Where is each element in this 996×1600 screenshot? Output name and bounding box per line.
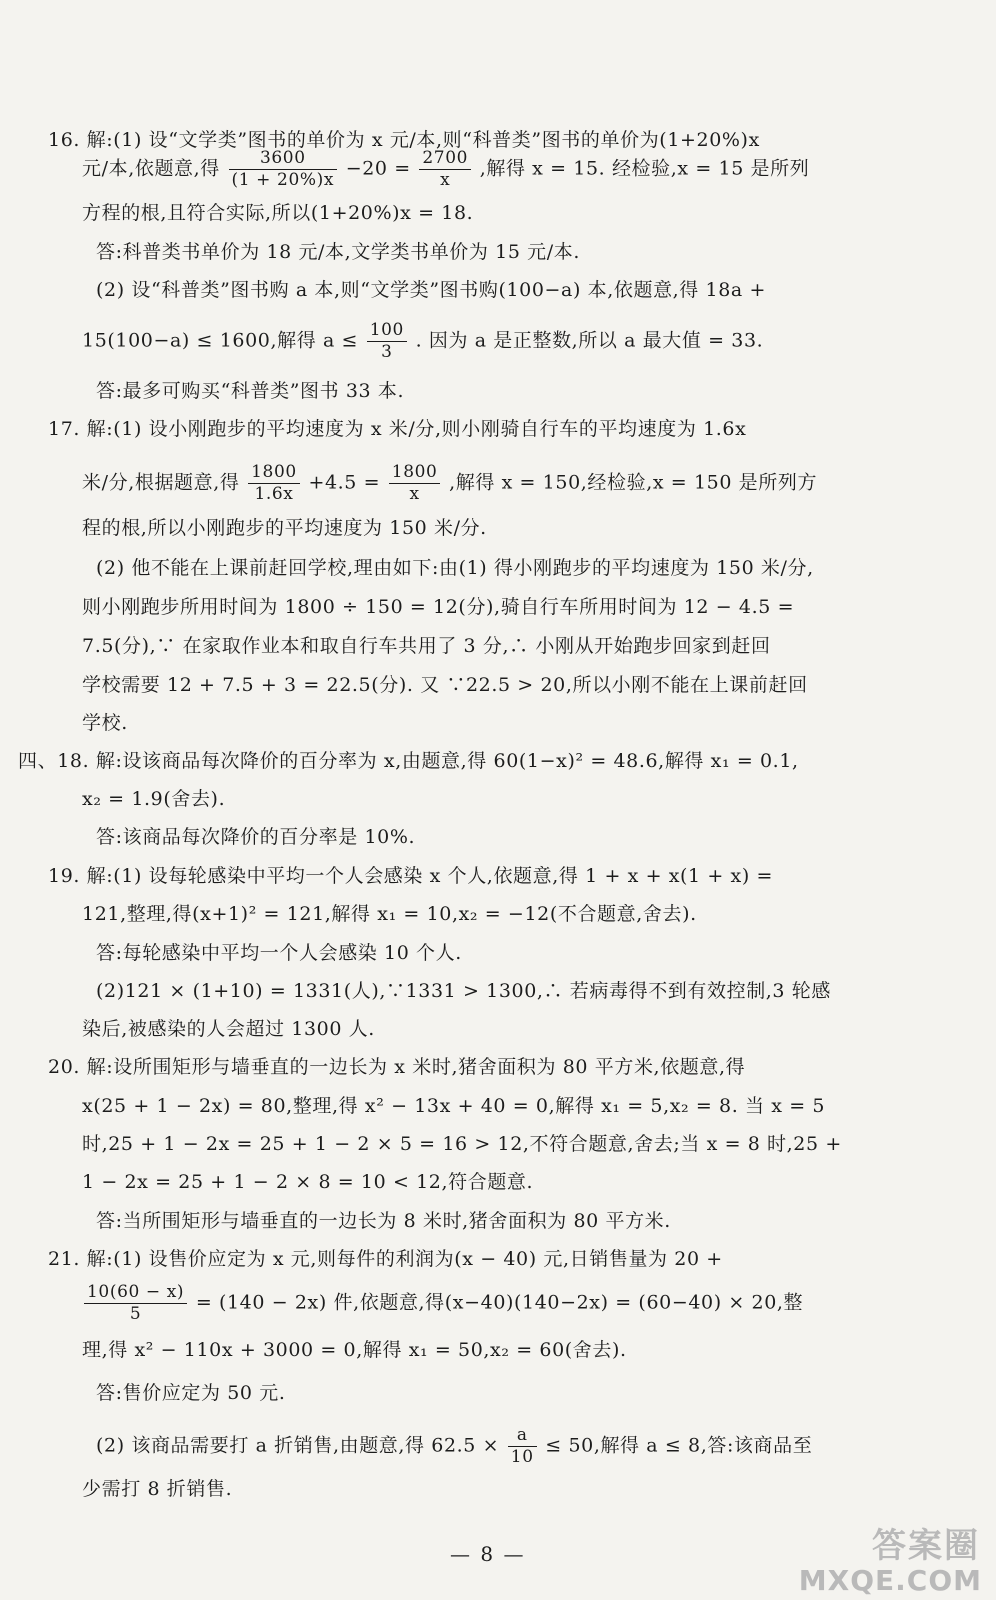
- text-line: 17. 解:(1) 设小刚跑步的平均速度为 x 米/分,则小刚骑自行车的平均速度为 1.6x: [48, 418, 747, 440]
- text-line: 少需打 8 折销售.: [82, 1478, 233, 1500]
- fraction: [248, 462, 300, 505]
- fraction-numerator: 10(60 − x): [84, 1282, 187, 1304]
- text-line: (2) 设“科普类”图书购 a 本,则“文学类”图书购(100−a) 本,依题意,得 18a +: [96, 279, 767, 301]
- text-line: 20. 解:设所围矩形与墙垂直的一边长为 x 米时,猪舍面积为 80 平方米,依题意,得: [48, 1056, 746, 1078]
- answer-line: 答:科普类书单价为 18 元/本,文学类书单价为 15 元/本.: [96, 241, 580, 263]
- watermark-url: MXQE.COM: [798, 1564, 982, 1597]
- text-line: [82, 148, 809, 191]
- fraction-denominator: x: [409, 484, 420, 504]
- text-line: [82, 462, 817, 505]
- fraction: [419, 148, 471, 191]
- text-line: 21. 解:(1) 设售价应定为 x 元,则每件的利润为(x − 40) 元,日销售量为 20 +: [48, 1248, 723, 1270]
- answer-line: 答:当所围矩形与墙垂直的一边长为 8 米时,猪舍面积为 80 平方米.: [96, 1210, 671, 1232]
- text-segment: ,解得 x = 150,经检验,x = 150 是所列方: [449, 471, 818, 494]
- text-line: [82, 320, 763, 363]
- text-line: (2) 他不能在上课前赶回学校,理由如下:由(1) 得小刚跑步的平均速度为 150 米/分,: [96, 557, 814, 579]
- fraction-numerator: 1800: [389, 462, 441, 484]
- fraction: [367, 320, 407, 363]
- fraction: [84, 1282, 187, 1325]
- answer-line: 答:该商品每次降价的百分率是 10%.: [96, 826, 416, 848]
- text-segment: −20 =: [345, 157, 411, 180]
- text-line: 时,25 + 1 − 2x = 25 + 1 − 2 × 5 = 16 > 12,不符合题意,舍去;当 x = 8 时,25 +: [82, 1133, 842, 1155]
- fraction-numerator: 2700: [419, 148, 471, 170]
- answer-line: 答:每轮感染中平均一个人会感染 10 个人.: [96, 942, 462, 964]
- text-line: (2)121 × (1+10) = 1331(人),∵1331 > 1300,∴ 若病毒得不到有效控制,3 轮感: [96, 980, 831, 1002]
- text-segment: ,解得 x = 15. 经检验,x = 15 是所列: [479, 157, 810, 180]
- text-segment: . 因为 a 是正整数,所以 a 最大值 = 33.: [415, 329, 764, 352]
- text-line: 方程的根,且符合实际,所以(1+20%)x = 18.: [82, 202, 474, 224]
- text-line: 染后,被感染的人会超过 1300 人.: [82, 1018, 375, 1040]
- text-segment: = (140 − 2x) 件,依题意,得(x−40)(140−2x) = (60−40) × 20,整: [195, 1291, 804, 1314]
- text-line: [96, 1425, 812, 1468]
- text-segment: 15(100−a) ≤ 1600,解得 a ≤: [82, 329, 359, 352]
- fraction-numerator: 3600: [229, 148, 338, 170]
- text-segment: ≤ 50,解得 a ≤ 8,答:该商品至: [545, 1434, 813, 1457]
- watermark-text: 答案圈: [872, 1526, 980, 1566]
- fraction-denominator: (1 + 20%)x: [231, 170, 335, 190]
- text-segment: (2) 该商品需要打 a 折销售,由题意,得 62.5 ×: [96, 1434, 500, 1457]
- fraction-denominator: 1.6x: [254, 484, 294, 504]
- fraction-numerator: 100: [367, 320, 407, 342]
- text-segment: +4.5 =: [308, 471, 381, 494]
- fraction-numerator: a: [508, 1425, 537, 1447]
- page-number: — 8 —: [450, 1542, 526, 1566]
- answer-line: 答:最多可购买“科普类”图书 33 本.: [96, 380, 405, 402]
- text-line: [82, 1282, 803, 1325]
- answer-line: 答:售价应定为 50 元.: [96, 1382, 286, 1404]
- fraction: [229, 148, 338, 191]
- text-line: 学校.: [82, 712, 128, 734]
- fraction-denominator: 10: [510, 1447, 534, 1467]
- text-line: 121,整理,得(x+1)² = 121,解得 x₁ = 10,x₂ = −12(不合题意,舍去).: [82, 903, 697, 925]
- text-line: 程的根,所以小刚跑步的平均速度为 150 米/分.: [82, 517, 487, 539]
- text-line: 则小刚跑步所用时间为 1800 ÷ 150 = 12(分),骑自行车所用时间为 12 − 4.5 =: [82, 596, 795, 618]
- text-line: x(25 + 1 − 2x) = 80,整理,得 x² − 13x + 40 = 0,解得 x₁ = 5,x₂ = 8. 当 x = 5: [82, 1095, 826, 1117]
- fraction: [508, 1425, 537, 1468]
- fraction-denominator: 3: [381, 342, 393, 362]
- text-segment: 元/本,依题意,得: [82, 157, 220, 180]
- text-line: 7.5(分),∵ 在家取作业本和取自行车共用了 3 分,∴ 小刚从开始跑步回家到赶回: [82, 635, 771, 657]
- fraction: [389, 462, 441, 505]
- text-segment: 米/分,根据题意,得: [82, 471, 240, 494]
- text-line: 19. 解:(1) 设每轮感染中平均一个人会感染 x 个人,依题意,得 1 + x + x(1 + x) =: [48, 865, 774, 887]
- fraction-numerator: 1800: [248, 462, 300, 484]
- text-line: 1 − 2x = 25 + 1 − 2 × 8 = 10 < 12,符合题意.: [82, 1171, 534, 1193]
- text-line: 四、18. 解:设该商品每次降价的百分率为 x,由题意,得 60(1−x)² = 48.6,解得 x₁ = 0.1,: [18, 750, 799, 772]
- text-line: 学校需要 12 + 7.5 + 3 = 22.5(分). 又 ∵22.5 > 20,所以小刚不能在上课前赶回: [82, 674, 808, 696]
- watermark-logo: [798, 1518, 990, 1598]
- fraction-denominator: 5: [129, 1304, 142, 1324]
- text-line: 理,得 x² − 110x + 3000 = 0,解得 x₁ = 50,x₂ = 60(舍去).: [82, 1339, 627, 1361]
- fraction-denominator: x: [440, 170, 451, 190]
- text-line: 16. 解:(1) 设“文学类”图书的单价为 x 元/本,则“科普类”图书的单价为(1+20%)x: [48, 129, 760, 151]
- text-line: x₂ = 1.9(舍去).: [82, 788, 226, 810]
